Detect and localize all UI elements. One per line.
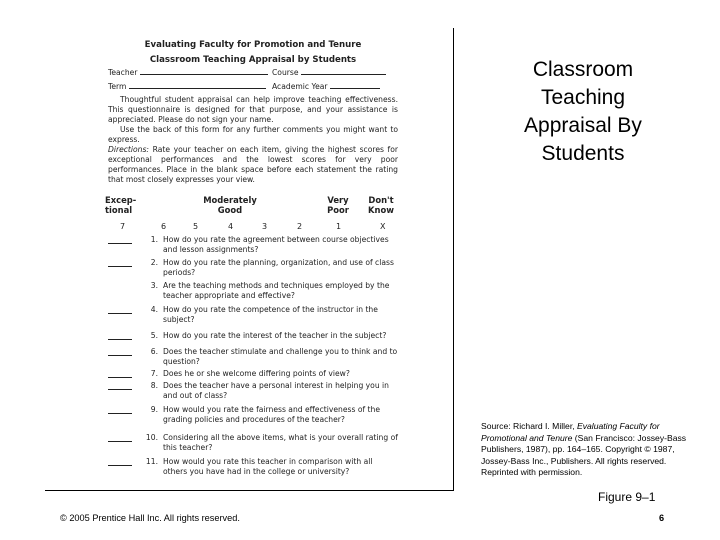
year-label: Academic Year [272, 82, 328, 91]
scale-4: 4 [228, 222, 234, 231]
question-text: How do you rate the planning, organization, and use of class periods? [163, 258, 394, 277]
answer-blank [108, 377, 132, 378]
question-text: How do you rate the competence of the instructor in the subject? [163, 305, 378, 324]
course-label: Course [272, 68, 299, 77]
question-number: 10. [145, 433, 158, 442]
intro-paragraph: Thoughtful student appraisal can help improve teaching effectiveness. This questionnaire is designed for that purpose, and your assistance is appreciated. Please do not sign your name. [108, 95, 398, 124]
slide-title: Classroom Teaching Appraisal By Students [524, 58, 642, 165]
directions-label: Directions: [108, 145, 149, 154]
answer-blank [108, 243, 132, 244]
question-number: 2. [150, 258, 158, 267]
answer-blank [108, 266, 132, 267]
label-very-poor: Very Poor [327, 195, 349, 215]
question-number: 1. [150, 235, 158, 244]
answer-blank [108, 413, 132, 414]
scale-6: 6 [161, 222, 167, 231]
label-moderately-good: Moderately Good [203, 195, 257, 215]
label-exceptional: Excep- tional [105, 195, 137, 215]
page-number: 6 [659, 513, 665, 523]
term-label: Term [108, 82, 127, 91]
source-book-title: Evaluating Faculty for Promotional and Tenure [481, 421, 660, 443]
question-text: Does he or she welcome differing points of view? [163, 369, 350, 378]
term-field [108, 80, 266, 92]
question-text: Considering all the above items, what is your overall rating of this teacher? [163, 433, 398, 452]
figure-label: Figure 9–1 [598, 490, 656, 504]
question-text: How would you rate the fairness and effectiveness of the grading policies and procedures of the teacher? [163, 405, 381, 424]
answer-blank [108, 389, 132, 390]
question-number: 3. [150, 281, 158, 290]
answer-blank [108, 339, 132, 340]
teacher-label: Teacher [108, 68, 138, 77]
question-number: 5. [150, 331, 158, 340]
answer-blank [108, 313, 132, 314]
question-number: 4. [150, 305, 158, 314]
scale-1: 1 [336, 222, 342, 231]
answer-blank [108, 355, 132, 356]
answer-blank [108, 441, 132, 442]
scale-x: X [380, 222, 386, 231]
intro-back: Use the back of this form for any further comments you might want to express. [108, 125, 398, 144]
source-details: (San Francisco: Jossey-Bass Publishers, 1987), pp. 164–165. Copyright © 1987, Jossey-Bass Inc., Publishers. All rights reserved. Reprinted with permission. [481, 432, 687, 478]
question-text: How do you rate the agreement between course objectives and lesson assignments? [163, 235, 389, 254]
divider-horizontal [45, 490, 454, 491]
question-text: How would you rate this teacher in comparison with all others you have had in the college or university? [163, 457, 373, 476]
source-citation [481, 421, 691, 479]
question-number: 7. [150, 369, 158, 378]
scale-2: 2 [297, 222, 303, 231]
question-number: 8. [150, 381, 158, 390]
teacher-field [108, 66, 268, 78]
scale-7: 7 [120, 222, 126, 231]
scale-3: 3 [262, 222, 268, 231]
year-field [272, 80, 380, 92]
question-text: Are the teaching methods and techniques employed by the teacher appropriate and effective? [163, 281, 390, 300]
question-text: Does the teacher have a personal interest in helping you in and out of class? [163, 381, 389, 400]
question-number: 9. [150, 405, 158, 414]
source-prefix: Source: Richard I. Miller, [481, 421, 577, 431]
label-dont-know: Don't Know [368, 195, 394, 215]
form-title: Evaluating Faculty for Promotion and Tenure [144, 40, 362, 50]
question-text: How do you rate the interest of the teacher in the subject? [163, 331, 387, 340]
scale-5: 5 [193, 222, 199, 231]
course-field [272, 66, 386, 78]
question-text: Does the teacher stimulate and challenge you to think and to question? [163, 347, 398, 366]
question-number: 6. [150, 347, 158, 356]
directions-text: Rate your teacher on each item, giving the highest scores for exceptional performances and the lowest scores for very poor performances. Place in the blank space before each statement the rating that most closely expresses your view. [108, 145, 398, 184]
question-number: 11. [145, 457, 158, 466]
form-subtitle: Classroom Teaching Appraisal by Students [149, 55, 357, 65]
divider-vertical [453, 28, 454, 491]
copyright: © 2005 Prentice Hall Inc. All rights reserved. [60, 513, 240, 523]
answer-blank [108, 465, 132, 466]
directions [108, 145, 398, 185]
